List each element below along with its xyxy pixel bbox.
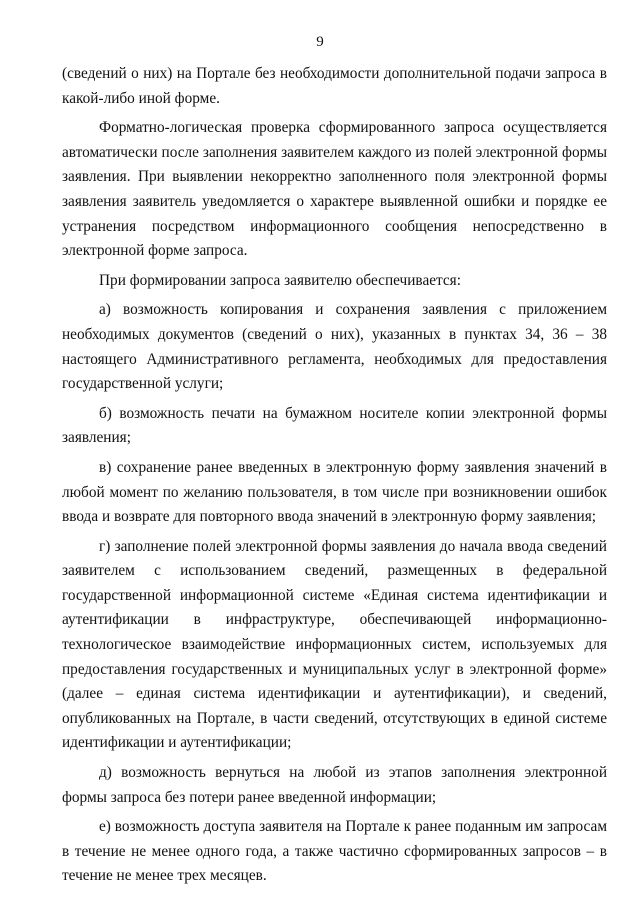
list-item-b: б) возможность печати на бумажном носителе копии электронной формы заявления; <box>62 404 607 447</box>
list-item-v: в) сохранение ранее введенных в электронную форму заявления значений в любой момент по желанию пользователя, в том числе при возникновении ошибок ввода и возврате для повторного ввода значений в электронную форму заявления; <box>62 458 607 526</box>
list-item-a: а) возможность копирования и сохранения заявления с приложением необходимых документов (сведений о них), указанных в пунктах 34, 36 – 38 настоящего Административного регламента, необходимых для предоставления государственной услуги; <box>62 301 607 393</box>
paragraph-format-check: Форматно-логическая проверка сформированного запроса осуществляется автоматически после заполнения заявителем каждого из полей электронной формы заявления. При выявлении некорректно заполненного поля электронной формы заявления заявитель уведомляется о характере выявленной ошибки и порядке ее устранения посредством информационного сообщения непосредственно в электронной форме запроса. <box>62 119 607 260</box>
paragraph-continuation: (сведений о них) на Портале без необходимости дополнительной подачи запроса в какой-либо иной форме. <box>62 65 607 107</box>
paragraph-request-intro: При формировании запроса заявителю обеспечивается: <box>99 271 461 289</box>
document-body <box>62 62 607 889</box>
page-number: 9 <box>316 34 324 50</box>
list-item-d: д) возможность вернуться на любой из этапов заполнения электронной формы запроса без потери ранее введенной информации; <box>62 764 607 806</box>
list-item-e: е) возможность доступа заявителя на Портале к ранее поданным им запросам в течение не менее одного года, а также частично сформированных запросов – в течение не менее трех месяцев. <box>62 818 607 885</box>
list-item-g: г) заполнение полей электронной формы заявления до начала ввода сведений заявителем с использованием сведений, размещенных в федеральной государственной информационной системе «Единая система идентификации и аутентификации в инфраструктуре, обеспечивающей информационно-технологическое взаимодействие информационных систем, используемых для предоставления государственных и муниципальных услуг в электронной форме» (далее – единая система идентификации и аутентификации), и сведений, опубликованных на Портале, в части сведений, отсутствующих в единой системе идентификации и аутентификации; <box>62 537 607 752</box>
